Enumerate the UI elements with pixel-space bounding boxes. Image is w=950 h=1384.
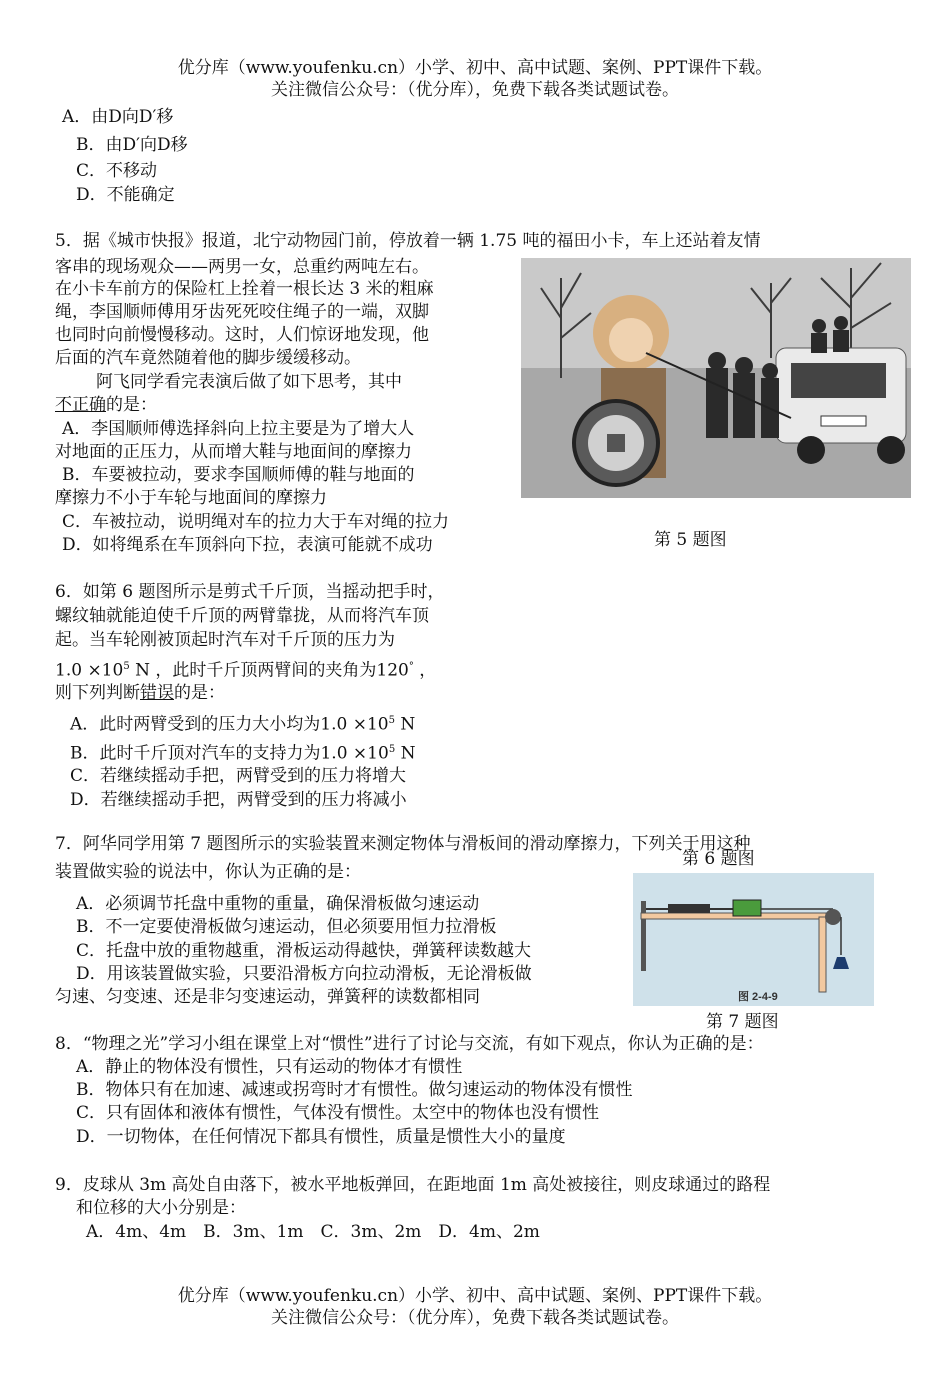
q5-option-a-cont: 对地面的正压力，从而增大鞋与地面间的摩擦力 bbox=[55, 442, 412, 462]
q5-stem-line-1: 5．据《城市快报》报道，北宁动物园门前，停放着一辆 1.75 吨的福田小卡，车上还站着友情 bbox=[55, 231, 761, 251]
q7-option-a: A．必须调节托盘中重物的重量，确保滑板做匀速运动 bbox=[76, 894, 480, 914]
q5-line: 客串的现场观众——两男一女，总重约两吨左右。 bbox=[55, 257, 429, 277]
q6-option-b-text: B．此时千斤顶对汽车的支持力为1.0 ×10 bbox=[70, 743, 389, 764]
q8-option-b: B．物体只有在加速、减速或拐弯时才有惯性。做匀速运动的物体没有惯性 bbox=[76, 1080, 633, 1100]
q5-photo bbox=[521, 258, 911, 498]
q4-option-d: D．不能确定 bbox=[76, 185, 175, 205]
q8-option-c: C．只有固体和液体有惯性，气体没有惯性。太空中的物体也没有惯性 bbox=[76, 1103, 600, 1123]
q4-option-c: C．不移动 bbox=[76, 161, 158, 181]
q5-option-c: C．车被拉动，说明绳对车的拉力大于车对绳的拉力 bbox=[62, 512, 450, 532]
q6-line: 螺纹轴就能迫使千斤顶的两臂靠拢，从而将汽车顶 bbox=[55, 606, 429, 626]
q9-options: A．4m、4m B．3m、1m C．3m、2m D．4m、2m bbox=[86, 1222, 540, 1242]
q4-option-b: B．由D′向D移 bbox=[76, 135, 188, 155]
q7-figure bbox=[633, 873, 874, 1006]
q5-figure-caption: 第 5 题图 bbox=[654, 530, 727, 550]
q6-figure-caption: 第 6 题图 bbox=[682, 849, 755, 869]
q6-line: 6．如第 6 题图所示是剪式千斤顶，当摇动把手时， bbox=[55, 582, 445, 602]
q6-option-b-unit: N bbox=[395, 743, 416, 764]
q6-formula-part: N ，此时千斤顶两臂间的夹角为120 bbox=[129, 660, 409, 681]
q8-option-a: A．静止的物体没有惯性，只有运动的物体才有惯性 bbox=[76, 1057, 463, 1077]
q6-judge-prefix: 则下列判断 bbox=[55, 683, 140, 703]
q9-stem-line-1: 9．皮球从 3m 高处自由落下，被水平地板弹回，在距地面 1m 高处被接往，则皮球通过的路程 bbox=[55, 1175, 771, 1195]
q7-stem-line-2: 装置做实验的说法中，你认为正确的是： bbox=[55, 862, 361, 882]
q5-option-d: D．如将绳系在车顶斜向下拉，表演可能就不成功 bbox=[62, 535, 433, 555]
q5-photo-illustration bbox=[521, 258, 911, 498]
q7-apparatus-diagram bbox=[633, 873, 874, 1006]
q7-figure-label: 图 2-4-9 bbox=[738, 991, 778, 1003]
q6-option-a-exponent: 5 bbox=[388, 715, 395, 726]
q6-degree-sign: ° bbox=[408, 661, 414, 672]
q6-formula-part: ， bbox=[413, 660, 437, 681]
q5-question-line bbox=[55, 394, 157, 416]
q6-option-a bbox=[70, 710, 415, 736]
q8-stem: 8．“物理之光”学习小组在课堂上对“惯性”进行了讨论与交流，有如下观点，你认为正确的是： bbox=[55, 1034, 764, 1054]
q5-underlined-word: 不正确 bbox=[55, 395, 106, 415]
q7-option-b: B．不一定要使滑板做匀速运动，但必须要用恒力拉滑板 bbox=[76, 917, 497, 937]
q7-stem-line-1: 7．阿华同学用第 7 题图所示的实验装置来测定物体与滑板间的滑动摩擦力，下列关于用这种 bbox=[55, 834, 751, 854]
q5-line: 在小卡车前方的保险杠上拴着一根长达 3 米的粗麻 bbox=[55, 279, 434, 299]
q8-option-d: D．一切物体，在任何情况下都具有惯性，质量是惯性大小的量度 bbox=[76, 1127, 566, 1147]
q6-formula-line bbox=[55, 656, 436, 682]
q5-question-suffix: 的是： bbox=[106, 395, 157, 415]
footer-line-1: 优分库（www.youfenku.cn）小学、初中、高中试题、案例、PPT课件下载。 bbox=[177, 1286, 773, 1306]
footer-line-2: 关注微信公众号：（优分库），免费下载各类试题试卷。 bbox=[271, 1308, 679, 1328]
q5-line: 也同时向前慢慢移动。这时，人们惊讶地发现，他 bbox=[55, 325, 429, 345]
q6-formula-exponent: 5 bbox=[123, 661, 130, 672]
q7-option-c: C．托盘中放的重物越重，滑板运动得越快，弹簧秤读数越大 bbox=[76, 941, 532, 961]
q6-formula-part: 1.0 ×10 bbox=[55, 660, 124, 681]
q5-option-b-cont: 摩擦力不小于车轮与地面间的摩擦力 bbox=[55, 488, 327, 508]
header-line-1: 优分库（www.youfenku.cn）小学、初中、高中试题、案例、PPT课件下载。 bbox=[177, 58, 773, 78]
q6-option-a-text: A．此时两臂受到的压力大小均为1.0 ×10 bbox=[70, 714, 389, 735]
q7-figure-caption: 第 7 题图 bbox=[706, 1012, 779, 1032]
q5-line: 绳，李国顺师傅用牙齿死死咬住绳子的一端，双脚 bbox=[55, 302, 429, 322]
q6-judge-underlined: 错误 bbox=[140, 683, 174, 703]
q9-stem-line-2: 和位移的大小分别是： bbox=[76, 1198, 246, 1218]
q6-option-b bbox=[70, 739, 415, 765]
header-line-2: 关注微信公众号：（优分库），免费下载各类试题试卷。 bbox=[271, 80, 679, 100]
q6-option-c: C．若继续摇动手把，两臂受到的压力将增大 bbox=[70, 766, 407, 786]
q6-option-b-exponent: 5 bbox=[388, 744, 396, 755]
q6-judge-suffix: 的是： bbox=[174, 683, 225, 703]
q4-option-a: A．由D向D′移 bbox=[62, 107, 174, 127]
q7-option-d-cont: 匀速、匀变速、还是非匀变速运动，弹簧秤的读数都相同 bbox=[55, 987, 480, 1007]
q5-line: 后面的汽车竟然随着他的脚步缓缓移动。 bbox=[55, 348, 361, 368]
q6-option-a-unit: N bbox=[394, 714, 416, 735]
q5-line: 阿飞同学看完表演后做了如下思考，其中 bbox=[96, 372, 402, 392]
q6-judge-line bbox=[55, 682, 225, 704]
q7-option-d: D．用该装置做实验，只要沿滑板方向拉动滑板，无论滑板做 bbox=[76, 964, 532, 984]
q6-option-d: D．若继续摇动手把，两臂受到的压力将减小 bbox=[70, 790, 407, 810]
q6-line: 起。当车轮刚被顶起时汽车对千斤顶的压力为 bbox=[55, 630, 395, 650]
q5-option-b: B．车要被拉动，要求李国顺师傅的鞋与地面的 bbox=[62, 465, 415, 485]
q5-option-a: A．李国顺师傅选择斜向上拉主要是为了增大人 bbox=[62, 419, 415, 439]
